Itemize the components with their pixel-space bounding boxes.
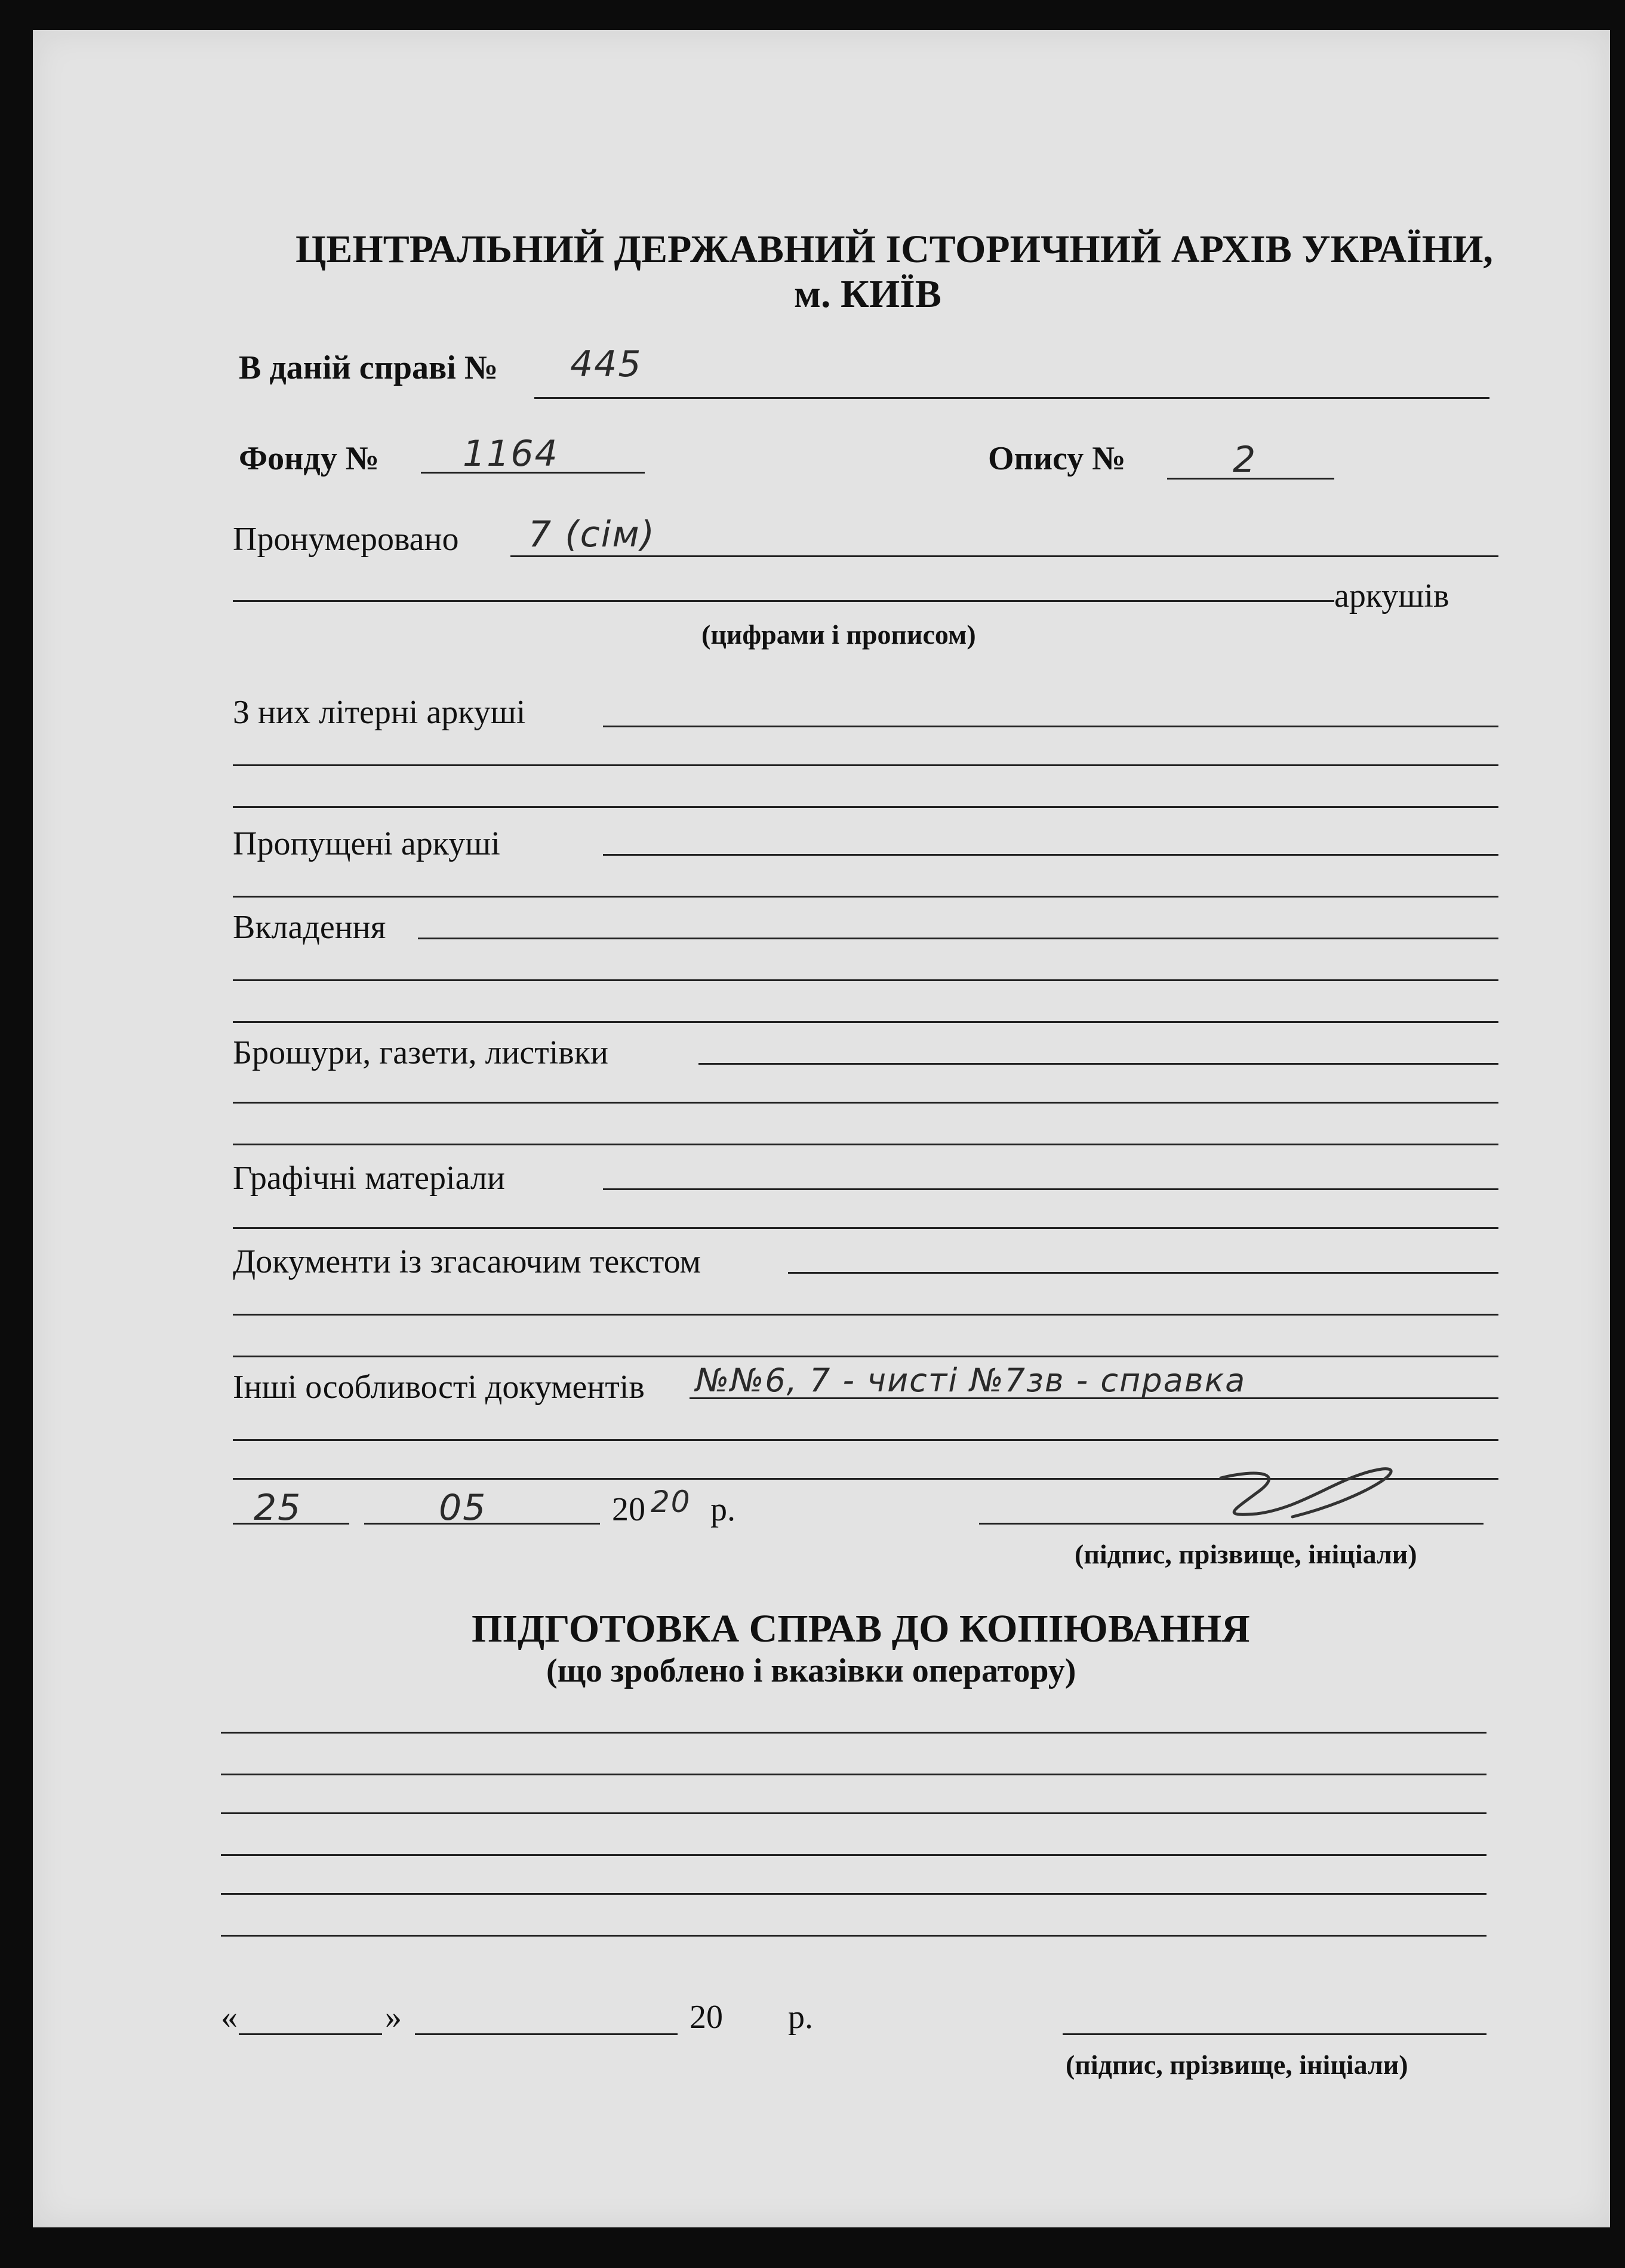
skipped-sheets-label: Пропущені аркуші <box>233 825 500 862</box>
case-number-value: 445 <box>570 343 642 385</box>
graphic-line-2 <box>233 1227 1498 1229</box>
attachments-line-1 <box>418 938 1498 939</box>
fond-label: Фонду № <box>239 440 379 477</box>
archive-form-sheet <box>33 30 1610 2227</box>
graphic-label: Графічні матеріали <box>233 1160 505 1197</box>
date-year-prefix: 20 <box>612 1491 645 1528</box>
footer-month-line <box>415 2033 678 2035</box>
case-number-label: В даній справі № <box>239 349 498 386</box>
footer-signature-hint: (підпис, прізвище, ініціали) <box>1066 2049 1408 2080</box>
graphic-line-1 <box>603 1188 1498 1190</box>
attachments-label: Вкладення <box>233 909 386 946</box>
preparation-line-4 <box>221 1854 1486 1856</box>
letter-sheets-line-3 <box>233 806 1498 808</box>
archive-city: м. КИЇВ <box>794 272 941 316</box>
date-signature-hint: (підпис, прізвище, ініціали) <box>1075 1539 1417 1569</box>
date-day-value: 25 <box>254 1487 302 1529</box>
brochures-line-2 <box>233 1102 1498 1104</box>
signature-mark <box>1185 1451 1436 1529</box>
numbered-line-2 <box>233 600 1334 602</box>
brochures-line-3 <box>233 1144 1498 1145</box>
date-year-suffix: 20 <box>651 1485 691 1519</box>
preparation-title: ПІДГОТОВКА СПРАВ ДО КОПІЮВАННЯ <box>472 1607 1250 1651</box>
footer-close-quote: » <box>385 1999 402 2036</box>
brochures-label: Брошури, газети, листівки <box>233 1034 608 1071</box>
skipped-sheets-line-2 <box>233 896 1498 898</box>
numbered-label: Пронумеровано <box>233 521 459 558</box>
fading-text-label: Документи із згасаючим текстом <box>233 1243 701 1280</box>
footer-year-prefix: 20 <box>690 1999 723 2036</box>
archive-name: ЦЕНТРАЛЬНИЙ ДЕРЖАВНИЙ ІСТОРИЧНИЙ АРХІВ УКРАЇНИ, <box>296 228 1493 271</box>
fading-text-line-2 <box>233 1314 1498 1316</box>
preparation-line-6 <box>221 1935 1486 1937</box>
letter-sheets-line-2 <box>233 764 1498 766</box>
opys-value: 2 <box>1233 439 1257 481</box>
preparation-line-5 <box>221 1893 1486 1895</box>
date-month-value: 05 <box>439 1487 487 1529</box>
letter-sheets-line-1 <box>603 726 1498 727</box>
attachments-line-2 <box>233 979 1498 981</box>
fading-text-line-1 <box>788 1272 1498 1274</box>
other-features-value: №№6, 7 - чисті №7зв - справка <box>695 1362 1247 1399</box>
preparation-subtitle: (що зроблено і вказівки оператору) <box>546 1652 1076 1689</box>
other-features-line-2 <box>233 1439 1498 1441</box>
other-features-label: Інші особливості документів <box>233 1369 645 1406</box>
opys-label: Опису № <box>988 440 1126 477</box>
attachments-line-3 <box>233 1021 1498 1023</box>
preparation-line-2 <box>221 1774 1486 1775</box>
skipped-sheets-line-1 <box>603 854 1498 856</box>
numbered-value: 7 (сім) <box>528 514 655 555</box>
sheets-suffix: аркушів <box>1334 577 1449 614</box>
footer-open-quote: « <box>221 1999 238 2036</box>
fond-value: 1164 <box>463 433 559 475</box>
case-number-line <box>534 397 1489 399</box>
letter-sheets-label: З них літерні аркуші <box>233 694 526 731</box>
fading-text-line-3 <box>233 1356 1498 1357</box>
footer-signature-line <box>1063 2033 1486 2035</box>
preparation-line-1 <box>221 1732 1486 1734</box>
footer-day-line <box>239 2033 382 2035</box>
brochures-line-1 <box>698 1063 1498 1065</box>
numbered-line-1 <box>510 555 1498 557</box>
footer-year-unit: р. <box>788 1999 813 2036</box>
date-year-unit: р. <box>710 1491 735 1528</box>
numbered-hint: (цифрами і прописом) <box>701 619 976 650</box>
preparation-line-3 <box>221 1812 1486 1814</box>
